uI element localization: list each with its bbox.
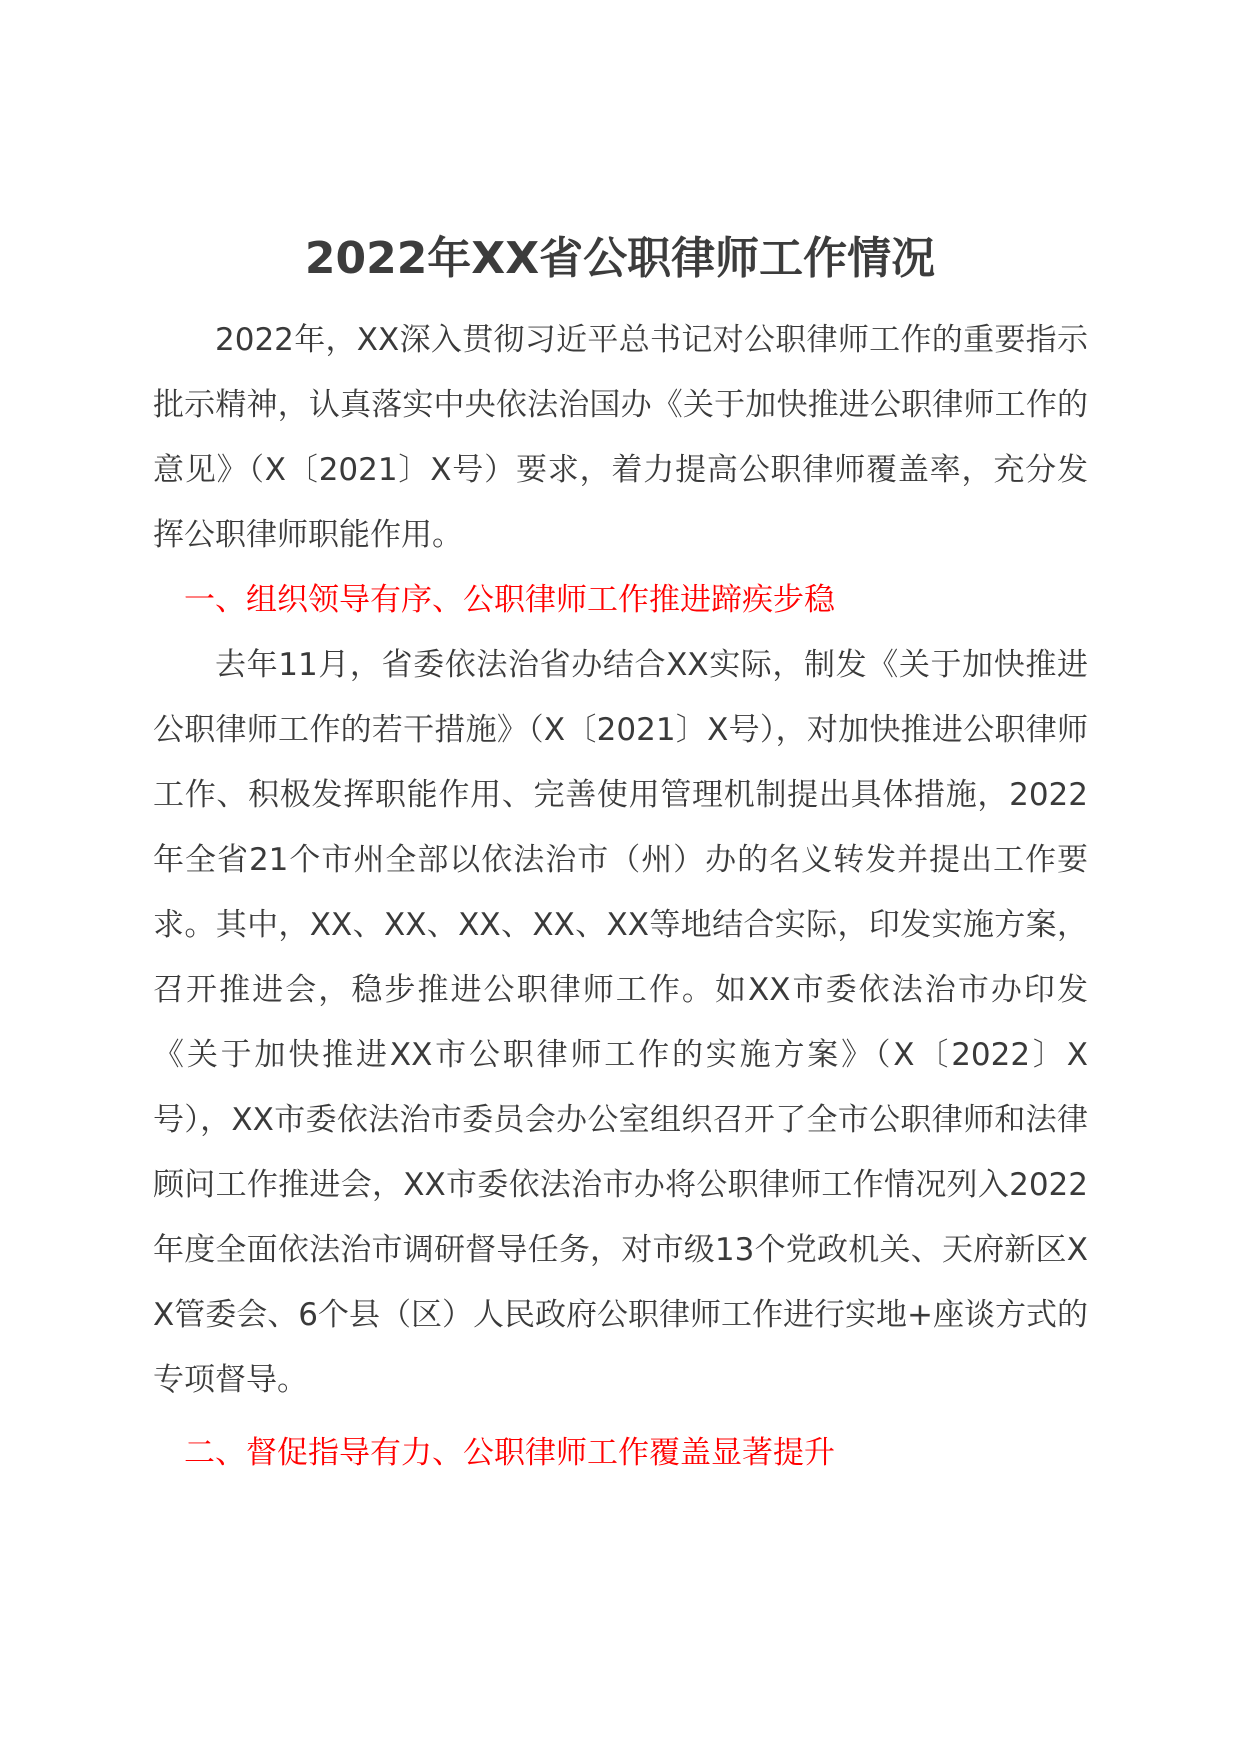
section-1-paragraph: 去年11月，省委依法治省办结合XX实际，制发《关于加快推进公职律师工作的若干措施》（X〔2021〕X号），对加快推进公职律师工作、积极发挥职能作用、完善使用管理机制提出具体措施，2022年全省21个市州全部以依法治市（州）办的名义转发并提出工作要求。其中，XX、XX、XX、XX、XX等地结合实际，印发实施方案，召开推进会，稳步推进公职律师工作。如XX市委依法治市办印发《关于加快推进XX市公职律师工作的实施方案》（X〔2022〕X号），XX市委依法治市委员会办公室组织召开了全市公职律师和法律顾问工作推进会，XX市委依法治市办将公职律师工作情况列入2022年度全面依法治市调研督导任务，对市级13个党政机关、天府新区XX管委会、6个县（区）人民政府公职律师工作进行实地+座谈方式的专项督导。 <box>153 647 1088 1398</box>
section-2-heading: 二、督促指导有力、公职律师工作覆盖显著提升 <box>184 1435 835 1471</box>
intro-paragraph: 2022年，XX深入贯彻习近平总书记对公职律师工作的重要指示批示精神，认真落实中央依法治国办《关于加快推进公职律师工作的意见》（X〔2021〕X号）要求，着力提高公职律师覆盖率，充分发挥公职律师职能作用。 <box>153 322 1088 553</box>
section-1-heading: 一、组织领导有序、公职律师工作推进蹄疾步稳 <box>184 582 835 618</box>
document-body <box>153 308 1088 1486</box>
document-title: 2022年XX省公职律师工作情况 <box>304 233 936 284</box>
